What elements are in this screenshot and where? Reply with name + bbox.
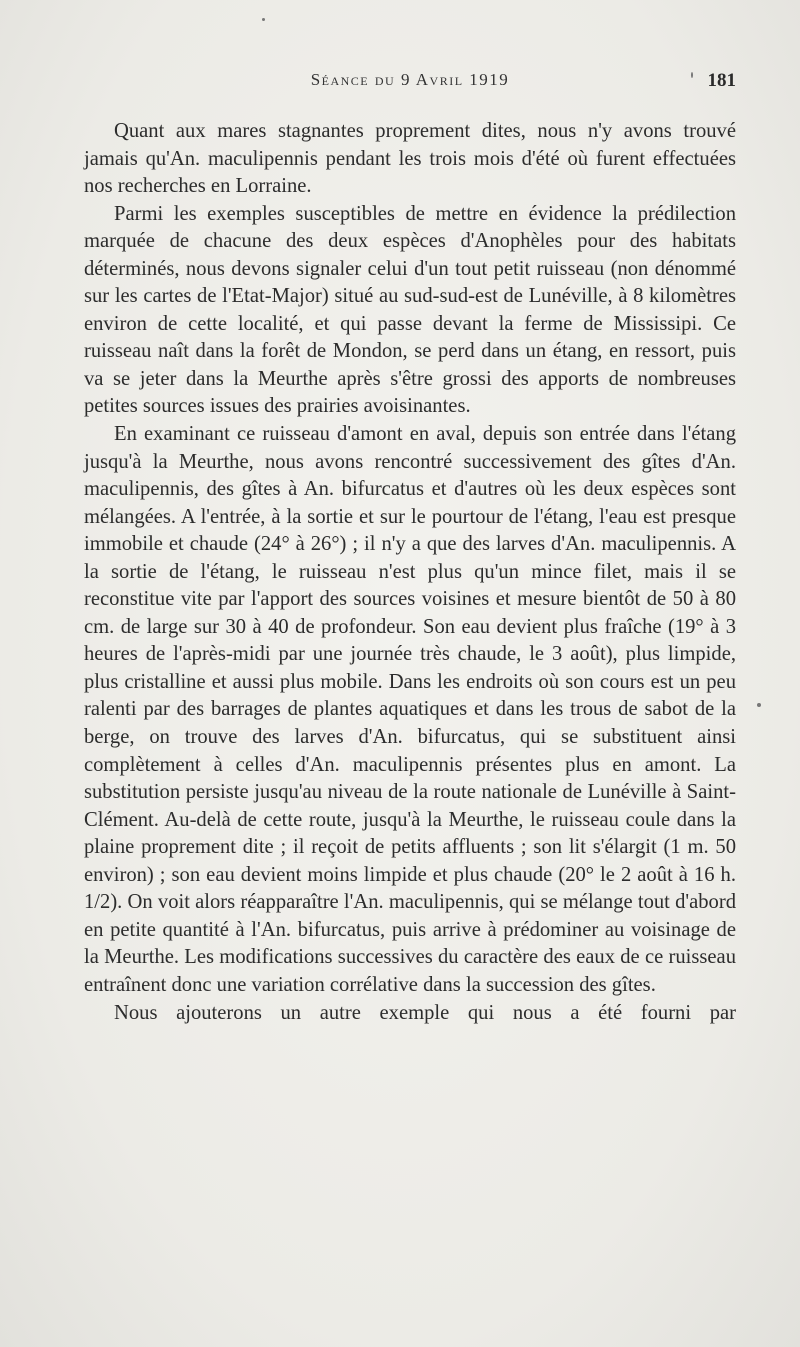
running-head: Séance du 9 Avril 1919	[310, 70, 510, 89]
paper-speck	[757, 703, 761, 707]
page-header	[84, 70, 736, 100]
paragraph: En examinant ce ruisseau d'amont en aval, depuis son entrée dans l'étang jusqu'à la Meurthe, nous avons rencontré successivement des gîtes d'An. maculipennis, des gîtes à An. bifurcatus et d'autres où les deux espèces sont mélangées. A l'entrée, à la sortie et sur le pourtour de l'étang, l'eau est presque immobile et chaude (24° à 26°) ; il n'y a que des larves d'An. maculipennis. A la sortie de l'étang, le ruisseau n'est plus qu'un mince filet, mais il se reconstitue vite par l'apport des sources voisines et mesure bientôt de 50 à 80 cm. de large sur 30 à 40 de profondeur. Son eau devient plus fraîche (19° à 3 heures de l'après-midi par une journée très chaude, le 3 août), plus limpide, plus cristalline et aussi plus mobile. Dans les endroits où son cours est un peu ralenti par des barrages de plantes aquatiques et dans les trous de sabot de la berge, on trouve des larves d'An. bifurcatus, qui se substituent ainsi complètement à celles d'An. maculipennis présentes plus en amont. La substitution persiste jusqu'au niveau de la route nationale de Lunéville à Saint-Clément. Au-delà de cette route, jusqu'à la Meurthe, le ruisseau coule dans la plaine proprement dite ; il reçoit de petits affluents ; son lit s'élargit (1 m. 50 environ) ; son eau devient moins limpide et plus chaude (20° le 2 août à 16 h. 1/2). On voit alors réapparaître l'An. maculipennis, qui se mélange tout d'abord en petite quantité à l'An. bifurcatus, puis arrive à prédominer au voisinage de la Meurthe. Les modifications successives du caractère des eaux de ce ruisseau entraînent donc une variation corrélative dans la succession des gîtes.	[84, 423, 736, 996]
paragraph: Nous ajouterons un autre exemple qui nous a été fourni par	[114, 1001, 736, 1024]
paragraph: Parmi les exemples susceptibles de mettre en évidence la prédilection marquée de chacune des deux espèces d'Anophèles pour des habitats déterminés, nous devons signaler celui d'un tout petit ruisseau (non dénommé sur les cartes de l'Etat-Major) situé au sud-sud-est de Lunéville, à 8 kilomètres environ de cette localité, et qui passe devant la ferme de Mississipi. Ce ruisseau naît dans la forêt de Mondon, se perd dans un étang, en ressort, puis va se jeter dans la Meurthe après s'être grossi des apports de nombreuses petites sources issues des prairies avoisinantes.	[84, 202, 736, 418]
body-text	[84, 118, 736, 1027]
paragraph: Quant aux mares stagnantes proprement dites, nous n'y avons trouvé jamais qu'An. maculipennis pendant les trois mois d'été où furent effectuées nos recherches en Lorraine.	[84, 120, 736, 198]
paper-speck	[262, 18, 265, 21]
page-number: 181	[707, 70, 736, 91]
